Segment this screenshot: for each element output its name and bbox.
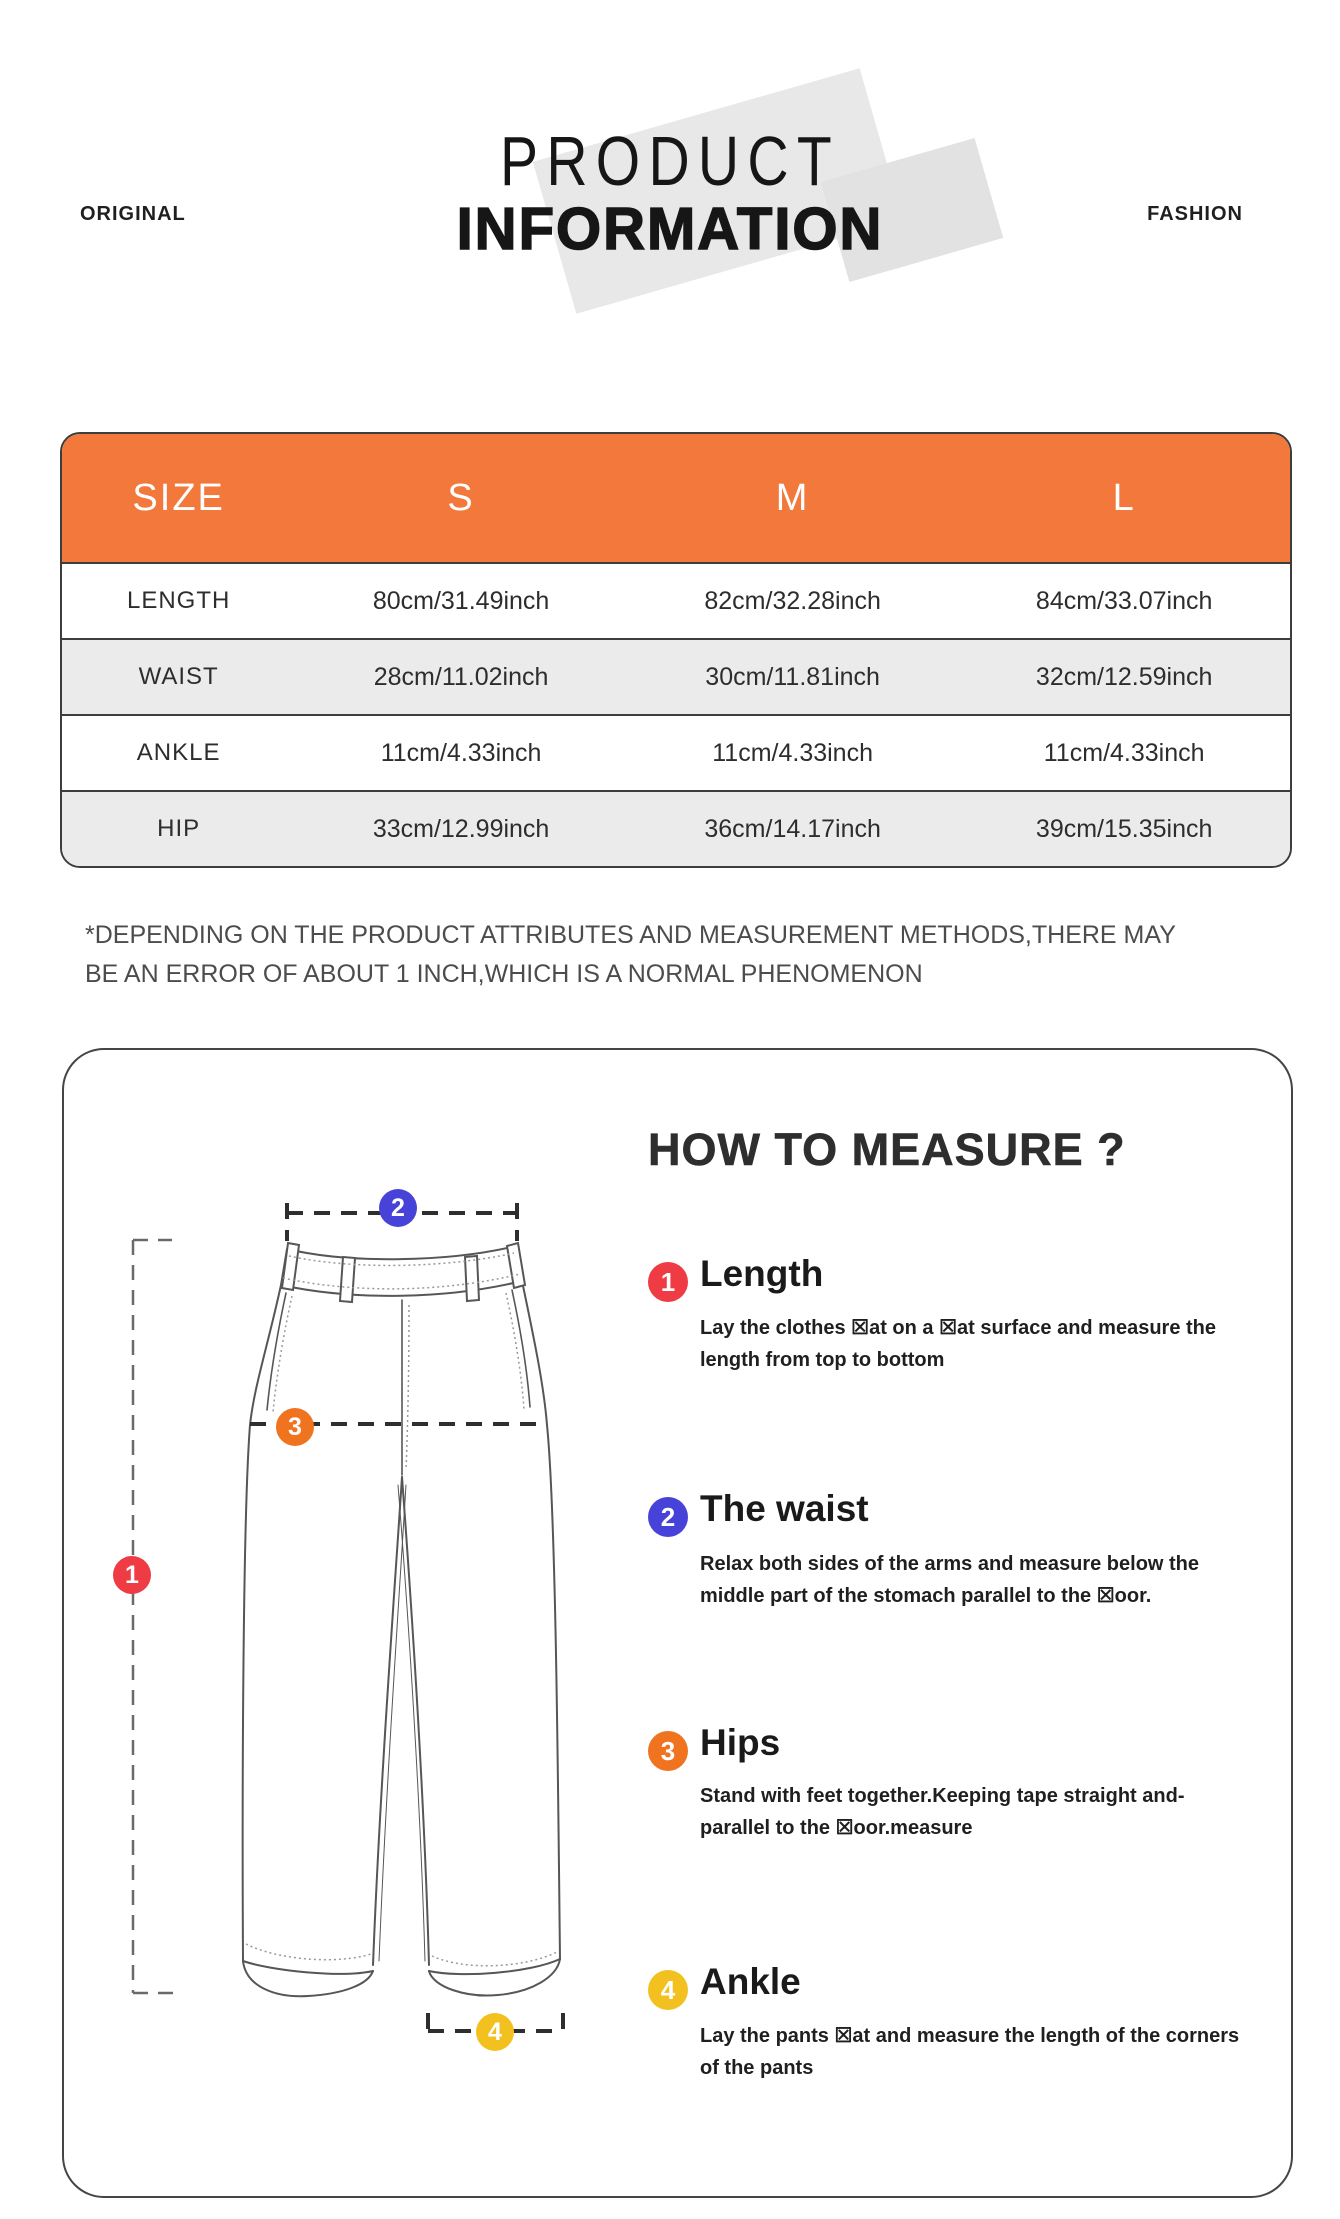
- size-table: [60, 432, 1292, 868]
- page-title: [0, 123, 1340, 263]
- column-header-size: SIZE: [132, 476, 225, 519]
- column-header-s: S: [447, 476, 475, 519]
- row-label: LENGTH: [126, 587, 231, 614]
- cell-value: 11cm/4.33inch: [1043, 738, 1205, 767]
- step-3-description: Stand with feet together.Keeping tape straight and-parallel to the ☒oor.measure: [700, 1785, 1185, 1840]
- pants-line-drawing: [80, 1165, 640, 2065]
- step-4-title: Ankle: [700, 1961, 801, 2002]
- cell-value: 33cm/12.99inch: [372, 814, 550, 843]
- header-right-tag: FASHION: [1147, 203, 1243, 225]
- measurement-disclaimer: *DEPENDING ON THE PRODUCT ATTRIBUTES AND MEASUREMENT METHODS,THERE MAY BE AN ERROR OF ABOUT 1 INCH,WHICH IS A NORMAL PHENOMENON: [85, 921, 1176, 988]
- diagram-marker-2-waist: 2: [379, 1189, 417, 1227]
- row-label: WAIST: [138, 663, 219, 690]
- diagram-marker-1-length: 1: [113, 1556, 151, 1594]
- step-2-badge: 2: [648, 1497, 688, 1537]
- step-3-title: Hips: [700, 1722, 781, 1763]
- step-2-description: Relax both sides of the arms and measure below the middle part of the stomach parallel to the ☒oor.: [700, 1553, 1200, 1608]
- step-4-badge: 4: [648, 1970, 688, 2010]
- cell-value: 30cm/11.81inch: [705, 662, 880, 691]
- table-row-ankle: [62, 714, 1290, 790]
- diagram-marker-4-ankle: 4: [476, 2013, 514, 2051]
- row-label: HIP: [157, 815, 201, 842]
- diagram-marker-3-hips: 3: [276, 1408, 314, 1446]
- column-header-m: M: [775, 476, 810, 519]
- row-label: ANKLE: [136, 739, 221, 766]
- table-row-waist: [62, 638, 1290, 714]
- step-3-badge: 3: [648, 1731, 688, 1771]
- size-table-header: [62, 434, 1290, 562]
- cell-value: 11cm/4.33inch: [380, 738, 542, 767]
- step-1-description: Lay the clothes ☒at on a ☒at surface and measure the length from top to bottom: [700, 1317, 1217, 1372]
- page-title-line2: INFORMATION: [456, 195, 884, 263]
- cell-value: 82cm/32.28inch: [704, 586, 881, 615]
- step-4-description: Lay the pants ☒at and measure the length of the corners of the pants: [700, 2025, 1240, 2080]
- column-header-l: L: [1112, 476, 1136, 519]
- step-1-badge: 1: [648, 1262, 688, 1302]
- table-row-hip: [62, 790, 1290, 866]
- cell-value: 32cm/12.59inch: [1035, 662, 1213, 691]
- how-to-measure-heading: HOW TO MEASURE ?: [648, 1124, 1126, 1175]
- step-2-title: The waist: [700, 1488, 869, 1529]
- header-left-tag: ORIGINAL: [80, 203, 186, 225]
- cell-value: 36cm/14.17inch: [704, 814, 881, 843]
- table-row-length: [62, 562, 1290, 638]
- cell-value: 11cm/4.33inch: [712, 738, 873, 767]
- cell-value: 28cm/11.02inch: [373, 662, 549, 691]
- measurement-dashed-lines: [133, 1203, 563, 2037]
- cell-value: 39cm/15.35inch: [1035, 814, 1213, 843]
- step-1-title: Length: [700, 1253, 824, 1294]
- cell-value: 80cm/31.49inch: [372, 586, 550, 615]
- cell-value: 84cm/33.07inch: [1035, 586, 1213, 615]
- page-title-line1: PRODUCT: [500, 123, 840, 201]
